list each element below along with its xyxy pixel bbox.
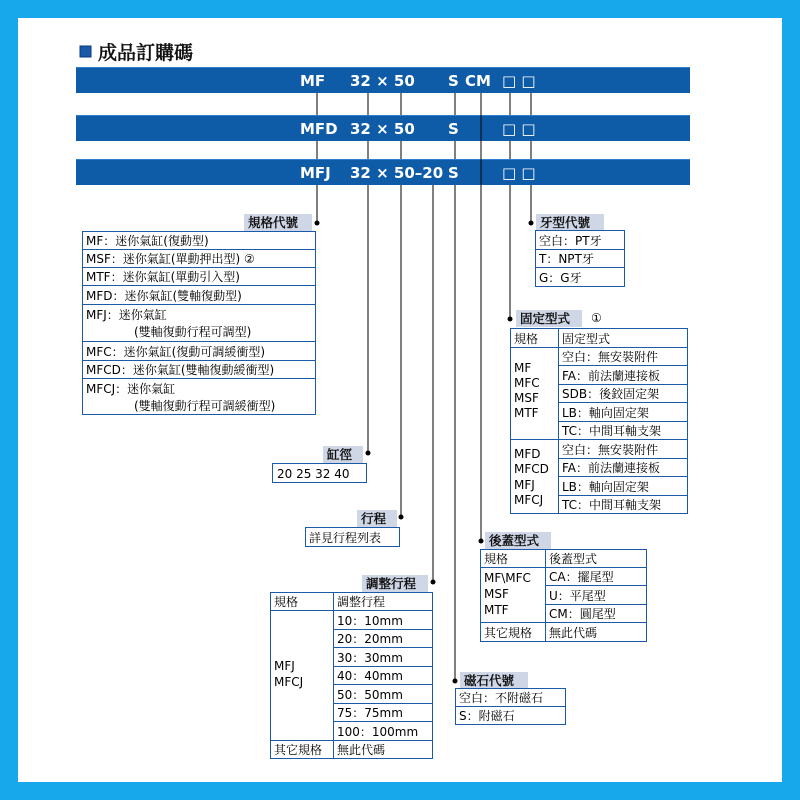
mount-option: FA：前法蘭連接板 <box>562 461 661 475</box>
thread-code-row: G：G牙 <box>539 271 582 285</box>
rear-other-spec: 其它規格 <box>484 626 533 640</box>
mount-spec: MFD <box>514 447 541 461</box>
adjust-value: 50：50mm <box>337 688 403 702</box>
adjust-spec: MFJ <box>274 659 295 673</box>
spec-code-row: MFC：迷你氣缸(復動可調緩衝型) <box>86 345 265 359</box>
page-title: 成品訂購碼 <box>98 42 194 64</box>
bar-boxes: □ □ <box>502 120 536 138</box>
mount-spec: MF <box>514 361 532 375</box>
spec-code-row: MSF：迷你氣缸(單動押出型) ② <box>86 252 255 266</box>
code-bar-mf <box>76 67 690 93</box>
mount-spec: MFJ <box>514 478 535 492</box>
thread-code-group <box>536 214 625 287</box>
bar-size: 32 × 50 <box>350 120 415 138</box>
mount-spec: MFCD <box>514 462 549 476</box>
mount-spec: MFCJ <box>514 493 544 507</box>
mount-option: LB：軸向固定架 <box>562 480 649 494</box>
mount-option: TC：中間耳軸支架 <box>562 424 662 438</box>
bar-s: S <box>448 120 459 138</box>
rear-option: U：平尾型 <box>549 589 606 603</box>
rear-cover-group <box>481 532 647 642</box>
stroke-label: 行程 <box>361 511 387 526</box>
adjust-header-stroke: 調整行程 <box>337 595 386 609</box>
mount-type-note: ① <box>591 311 602 325</box>
spec-code-row: MF：迷你氣缸(復動型) <box>86 234 209 248</box>
spec-code-row: MTF：迷你氣缸(單動引入型) <box>86 270 240 284</box>
magnet-code-row: S：附磁石 <box>459 709 515 723</box>
rear-cover-label: 後蓋型式 <box>489 533 540 548</box>
adjust-other-value: 無此代碼 <box>337 743 386 757</box>
mount-header-type: 固定型式 <box>562 332 611 346</box>
adjust-header-spec: 規格 <box>274 595 299 609</box>
adjust-spec: MFCJ <box>274 675 304 689</box>
adjust-other-spec: 其它規格 <box>274 743 323 757</box>
rear-spec: MSF <box>484 587 509 601</box>
bar-model: MF <box>300 72 326 90</box>
mount-option: SDB：後鉸固定架 <box>562 387 660 401</box>
spec-code-row-cont: (雙軸復動行程可調緩衝型) <box>134 399 276 413</box>
thread-code-label: 牙型代號 <box>540 215 591 230</box>
spec-code-row: MFCD：迷你氣缸(雙軸復動緩衝型) <box>86 363 275 377</box>
code-bar-mfd <box>76 115 690 141</box>
mount-spec: MFC <box>514 376 540 390</box>
mount-option: 空白：無安裝附件 <box>562 443 659 457</box>
spec-code-row-cont: (雙軸復動行程可調型) <box>134 325 252 339</box>
rear-other-value: 無此代碼 <box>549 626 598 640</box>
adjust-value: 10：10mm <box>337 614 403 628</box>
mount-option: FA：前法蘭連接板 <box>562 369 661 383</box>
mount-spec: MSF <box>514 391 539 405</box>
bar-model: MFJ <box>300 164 331 182</box>
spec-code-group <box>83 214 316 415</box>
spec-code-row: MFJ：迷你氣缸 <box>86 308 167 322</box>
adjust-value: 40：40mm <box>337 669 403 683</box>
bar-s: S <box>448 72 459 90</box>
rear-spec: MTF <box>484 603 509 617</box>
adjust-stroke-label: 調整行程 <box>366 576 417 591</box>
mount-type-group <box>511 310 688 514</box>
adjust-value: 100：100mm <box>337 725 419 739</box>
spec-code-row: MFCJ：迷你氣缸 <box>86 382 176 396</box>
thread-code-row: T：NPT牙 <box>539 252 594 266</box>
rear-header-type: 後蓋型式 <box>549 552 598 566</box>
mount-header-spec: 規格 <box>514 332 539 346</box>
bore-label: 缸徑 <box>327 447 353 462</box>
bar-s: S <box>448 164 459 182</box>
adjust-value: 20：20mm <box>337 632 403 646</box>
magnet-code-label: 磁石代號 <box>464 673 515 688</box>
bar-size: 32 × 50–20 <box>350 164 444 182</box>
bar-boxes: □ □ <box>502 164 536 182</box>
stroke-value: 詳見行程列表 <box>309 531 382 545</box>
mount-option: LB：軸向固定架 <box>562 406 649 420</box>
magnet-code-group <box>456 672 566 725</box>
adjust-value: 75：75mm <box>337 706 403 720</box>
spec-code-label: 規格代號 <box>248 215 299 230</box>
mount-type-label: 固定型式 <box>520 311 571 326</box>
bar-model: MFD <box>300 120 338 138</box>
bar-cm: CM <box>465 72 491 90</box>
magnet-code-row: 空白：不附磁石 <box>459 691 544 705</box>
bar-size: 32 × 50 <box>350 72 415 90</box>
mount-option: 空白：無安裝附件 <box>562 350 659 364</box>
rear-option: CA：擺尾型 <box>549 570 614 584</box>
title-square-icon <box>80 46 91 57</box>
stroke-group <box>306 510 400 547</box>
bar-boxes: □ □ <box>502 72 536 90</box>
mount-spec: MTF <box>514 406 539 420</box>
mount-option: TC：中間耳軸支架 <box>562 498 662 512</box>
rear-header-spec: 規格 <box>484 552 509 566</box>
adjust-stroke-group <box>271 575 433 759</box>
adjust-value: 30：30mm <box>337 651 403 665</box>
bore-group <box>273 446 367 483</box>
rear-spec: MF\MFC <box>484 571 531 585</box>
thread-code-row: 空白：PT牙 <box>539 234 602 248</box>
code-bar-mfj <box>76 159 690 185</box>
rear-option: CM：圓尾型 <box>549 607 616 621</box>
bore-value: 20 25 32 40 <box>277 467 350 481</box>
spec-code-row: MFD：迷你氣缸(雙軸復動型) <box>86 289 242 303</box>
